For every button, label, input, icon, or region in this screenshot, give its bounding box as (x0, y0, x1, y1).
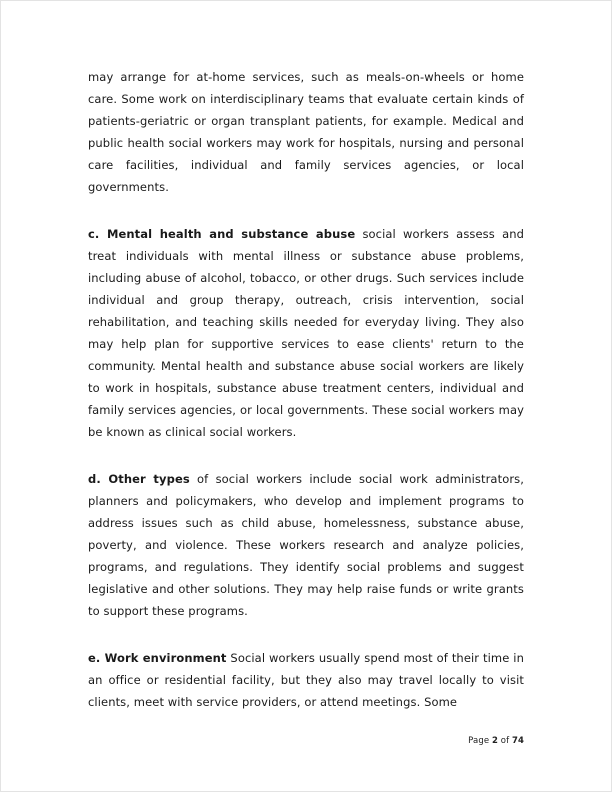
paragraph (88, 66, 524, 198)
paragraph-text: may arrange for at-home services, such as meals-on-wheels or home care. Some work on interdisciplinary teams that evaluate certain kinds of patients-geriatric or organ transplant patients, for example. Medical and public health social workers may work for hospitals, nursing and personal care facilities, individual and family services agencies, or local governments. (88, 70, 524, 194)
paragraph-text: social workers assess and treat individuals with mental illness or substance abuse problems, including abuse of alcohol, tobacco, or other drugs. Such services include individual and group therapy, outreach, crisis intervention, social rehabilitation, and teaching skills needed for everyday living. They also may help plan for supportive services to ease clients' return to the community. Mental health and substance abuse social workers are likely to work in hospitals, substance abuse treatment centers, individual and family services agencies, or local governments. These social workers may be known as clinical social workers. (88, 227, 525, 439)
paragraph (88, 223, 524, 443)
paragraph-lead: d. Other types (88, 472, 190, 486)
paragraph-text: Social workers usually spend most of their time in an office or residential facility, but they also may travel locally to visit clients, meet with service providers, or attend meetings. Some (88, 651, 524, 709)
paragraph (88, 468, 524, 622)
page-content (88, 66, 524, 713)
footer-separator: of (497, 736, 512, 746)
paragraph-text: of social workers include social work administrators, planners and policymakers, who develop and implement programs to address issues such as child abuse, homelessness, substance abuse, poverty, and violence. These workers research and analyze policies, programs, and regulations. They identify social problems and suggest legislative and other solutions. They may help raise funds or write grants to support these programs. (88, 472, 525, 618)
footer-page-number: 2 (491, 736, 498, 746)
paragraph-lead: e. Work environment (88, 651, 227, 665)
footer-prefix: Page (468, 736, 492, 746)
paragraph-lead: c. Mental health and substance abuse (88, 227, 356, 241)
page-footer (468, 736, 524, 746)
paragraph (88, 647, 524, 713)
footer-total-pages: 74 (511, 736, 524, 746)
